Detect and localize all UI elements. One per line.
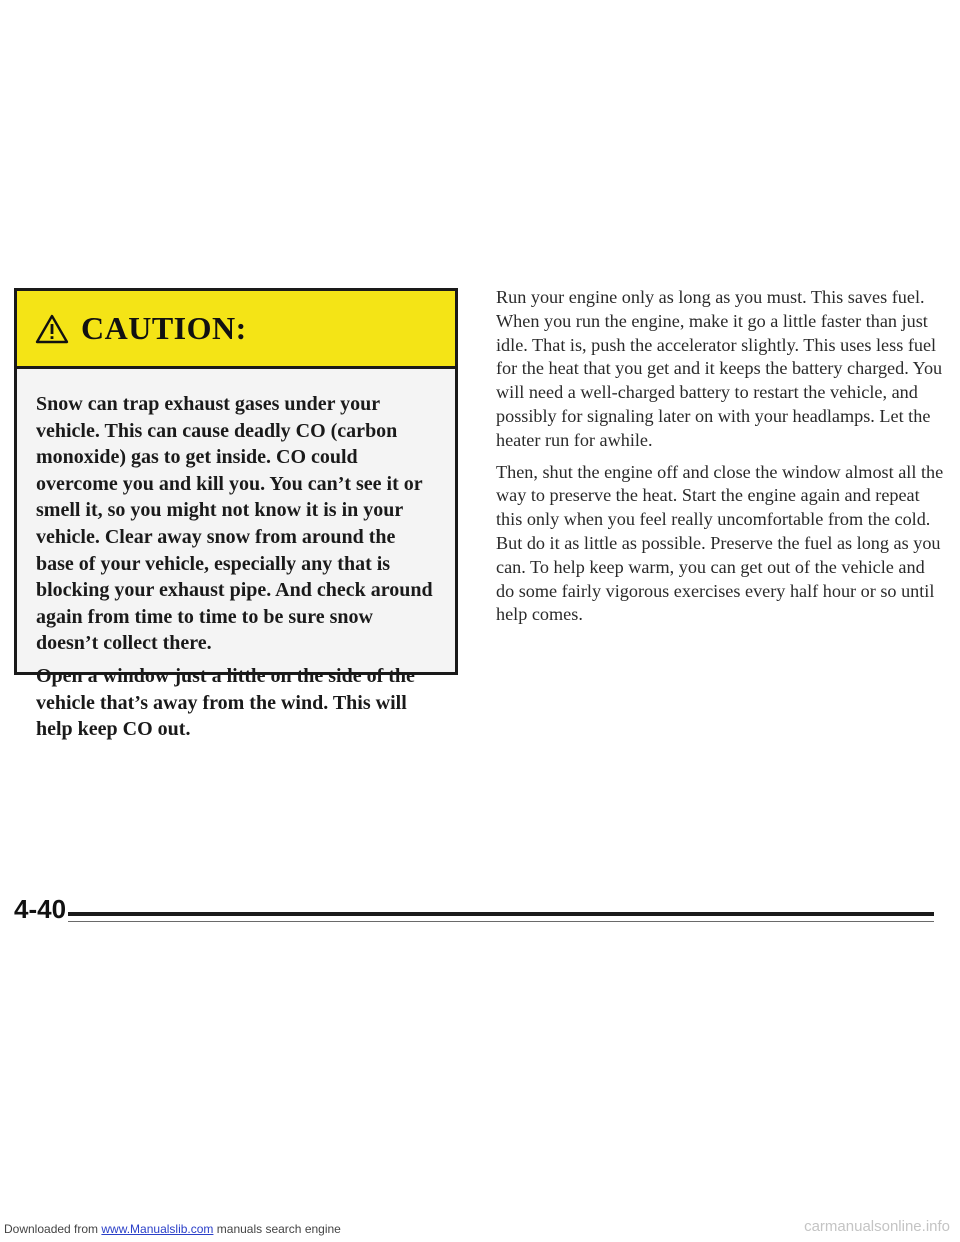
body-paragraph: Run your engine only as long as you must. This saves fuel. When you run the engine, make it go a little faster than just idle. That is, push the accelerator slightly. This uses less fuel for the heat that you get and it keeps the battery charged. You will need a well-charged battery to restart the vehicle, and possibly for signaling later on with your headlamps. Let the heater run for awhile. [496,287,943,450]
caution-title: CAUTION: [81,310,247,346]
footer-suffix: manuals search engine [213,1222,341,1236]
warning-triangle-icon [35,314,69,344]
page-rule-thin [68,921,934,922]
page-number: 4-40 [14,894,67,924]
caution-paragraph: Snow can trap exhaust gases under your vehicle. This can cause deadly CO (carbon monoxide) gas to get inside. CO could overcome you and kill you. You can’t see it or smell it, so you might not know it is in your vehicle. Clear away snow from around the base of your vehicle, especially any that is blocking your exhaust pipe. And check around again from time to time to be sure snow doesn’t collect there. [36,393,433,655]
body-paragraph: Then, shut the engine off and close the window almost all the way to preserve the heat. Start the engine again and repeat this only when you feel really uncomfortable from the cold. But do it as little as possible. Preserve the fuel as long as you can. To help keep warm, you can get out of the vehicle and do some fairly vigorous exercises every half hour or so until help comes. [496,461,944,625]
caution-header [17,291,455,369]
caution-box [14,288,458,741]
footer-prefix: Downloaded from [4,1222,102,1236]
watermark: carmanualsonline.info [804,1218,950,1235]
download-footer [4,1222,341,1236]
manualslib-link[interactable]: www.Manualslib.com [101,1222,214,1236]
caution-paragraph: Open a window just a little on the side of the vehicle that’s away from the wind. This will help keep CO out. [36,664,415,741]
caution-body [17,369,455,743]
page-rule [68,912,934,916]
body-text-column [496,286,944,635]
